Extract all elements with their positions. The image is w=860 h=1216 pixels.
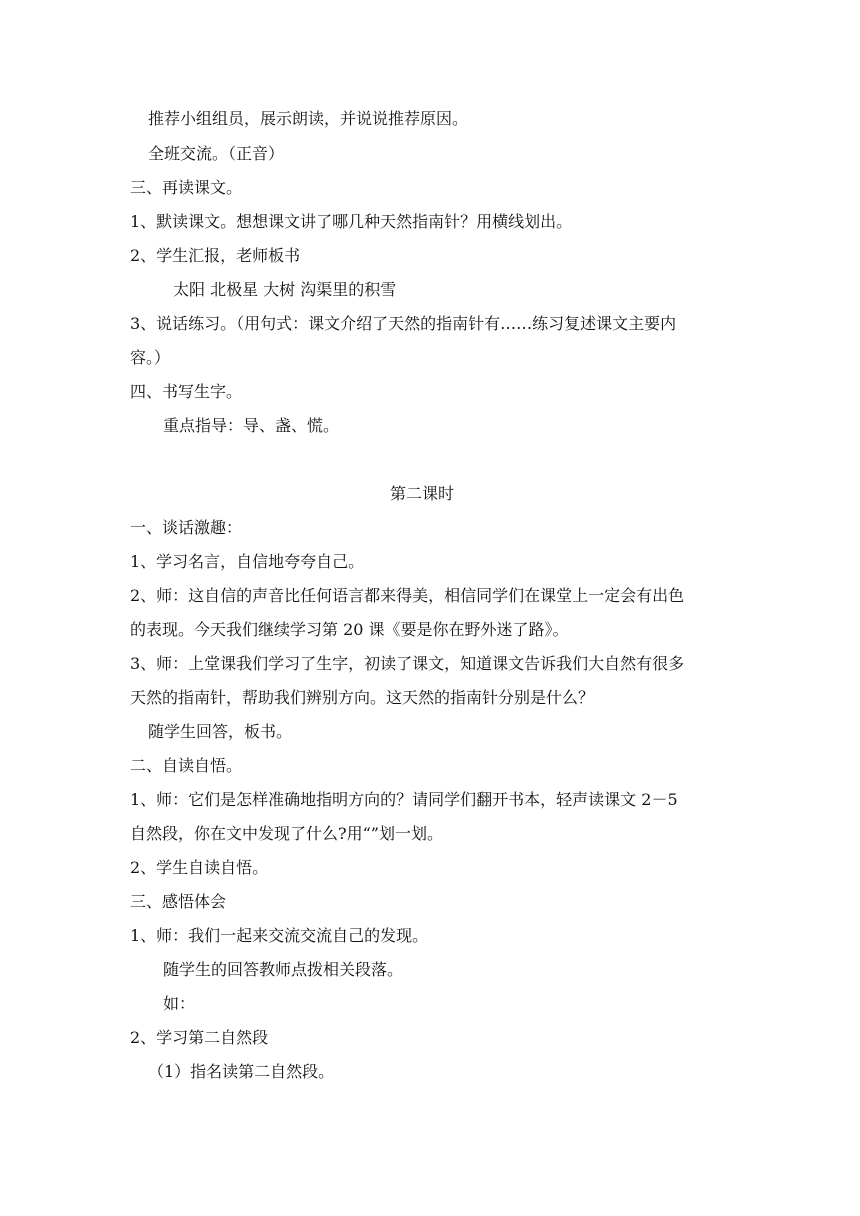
text-line-board-answers: 随学生回答，板书。 — [148, 722, 293, 741]
text-line-guide-paragraphs: 随学生的回答教师点拨相关段落。 — [163, 960, 404, 979]
text-line-last-lesson-cont: 天然的指南针，帮助我们辨别方向。这天然的指南针分别是什么？ — [130, 688, 595, 707]
section-heading-understand: 三、感悟体会 — [130, 892, 227, 911]
text-line-share-findings: 1、师：我们一起来交流交流自己的发现。 — [130, 926, 429, 945]
text-line-teacher-voice-cont: 的表现。今天我们继续学习第 20 课《要是你在野外迷了路》。 — [130, 620, 569, 639]
section-heading-warmup: 一、谈话激趣： — [130, 518, 243, 537]
section-heading-reread: 三、再读课文。 — [130, 178, 243, 197]
text-line-speaking-practice-cont: 容。） — [130, 348, 171, 367]
section-heading-writing: 四、书写生字。 — [130, 382, 243, 401]
text-line-recommend: 推荐小组组员，展示朗读，并说说推荐原因。 — [148, 109, 469, 128]
text-line-second-paragraph: 2、学习第二自然段 — [130, 1028, 269, 1047]
text-line-speaking-practice: 3、说话练习。（用句式：课文介绍了天然的指南针有……练习复述课文主要内 — [130, 314, 677, 333]
text-line-read-second-paragraph: （1）指名读第二自然段。 — [148, 1062, 335, 1081]
text-line-last-lesson: 3、师：上堂课我们学习了生字，初读了课文，知道课文告诉我们大自然有很多 — [130, 654, 685, 673]
section-heading-self-read: 二、自读自悟。 — [130, 756, 243, 775]
text-line-class-exchange: 全班交流。（正音） — [148, 144, 285, 163]
text-line-teacher-voice: 2、师：这自信的声音比任何语言都来得美，相信同学们在课堂上一定会有出色 — [130, 586, 685, 605]
text-line-silent-read: 1、默读课文。想想课文讲了哪几种天然指南针？用横线划出。 — [130, 212, 573, 231]
text-line-example: 如： — [163, 994, 196, 1013]
text-line-quotes: 1、学习名言，自信地夸夸自己。 — [130, 552, 365, 571]
text-line-key-guidance: 重点指导：导、盏、慌。 — [163, 416, 340, 435]
text-line-how-direction-cont: 自然段，你在文中发现了什么?用“”划一划。 — [130, 824, 443, 843]
text-line-board-items: 太阳 北极星 大树 沟渠里的积雪 — [173, 280, 397, 299]
text-line-self-read: 2、学生自读自悟。 — [130, 858, 269, 877]
text-line-how-direction: 1、师：它们是怎样准确地指明方向的？请同学们翻开书本，轻声读课文 2－5 — [130, 790, 678, 809]
lesson-title-second: 第二课时 — [390, 484, 455, 503]
text-line-student-report: 2、学生汇报，老师板书 — [130, 246, 301, 265]
